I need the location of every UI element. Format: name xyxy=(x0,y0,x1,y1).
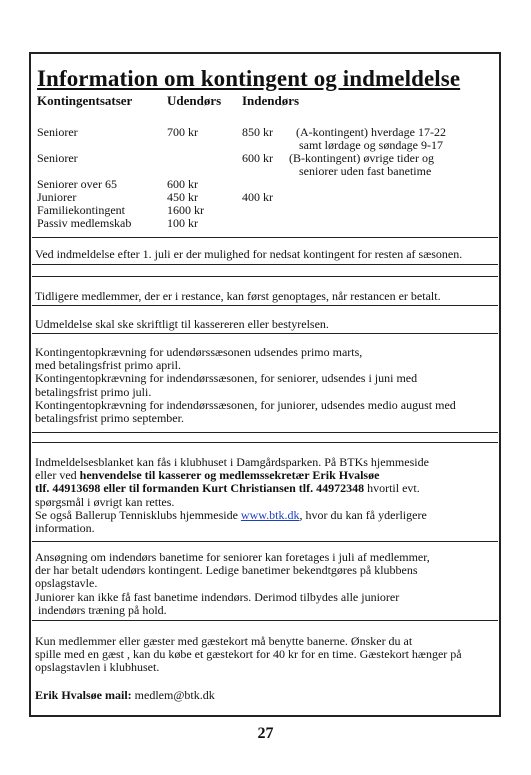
divider xyxy=(32,442,498,443)
resign-note: Udmeldelse skal ske skriftligt til kassereren eller bestyrelsen. xyxy=(35,317,329,331)
row-2-note: (B-kontingent) øvrige tider og xyxy=(289,151,434,165)
btk-website-link[interactable]: www.btk.dk xyxy=(240,507,300,522)
row-1-outdoor: 700 kr xyxy=(167,125,198,139)
divider xyxy=(32,541,498,542)
row-2-indoor: 600 kr xyxy=(242,151,273,165)
contact-label: Erik Hvalsøe mail: xyxy=(35,688,132,702)
courts-line: opslagstavle. xyxy=(35,576,98,591)
divider xyxy=(32,432,498,433)
row-1-note: (A-kontingent) hverdage 17-22 xyxy=(296,125,446,139)
header-udendors: Udendørs xyxy=(167,93,222,108)
signup-text: , hvor du kan få yderligere xyxy=(299,507,427,522)
row-5-category: Familiekontingent xyxy=(37,203,125,217)
courts-line: indendørs træning på hold. xyxy=(35,602,167,617)
courts-line: der har betalt udendørs kontingent. Ledige banetimer bekendtgøres på klubbens xyxy=(35,563,418,578)
billing-line: Kontingentopkrævning for indendørssæsonen, for juniorer, udsendes medio august med xyxy=(35,397,456,412)
guests-line: spille med en gæst , kan du købe et gæstekort for 40 kr for en time. Gæstekort hænger på xyxy=(35,647,462,662)
row-1-indoor: 850 kr xyxy=(242,125,273,139)
guests-section xyxy=(35,635,462,675)
divider xyxy=(32,264,498,265)
header-kontingentsatser: Kontingentsatser xyxy=(37,93,133,108)
row-4-indoor: 400 kr xyxy=(242,190,273,204)
signup-text: Se også Ballerup Tennisklubs hjemmeside xyxy=(35,507,241,522)
signup-contact: henvendelse til kasserer og medlemssekretær Erik Hvalsøe xyxy=(79,468,380,483)
courts-line: Ansøgning om indendørs banetime for seniorer kan foretages i juli af medlemmer, xyxy=(35,550,430,564)
billing-line: betalingsfrist primo september. xyxy=(35,411,184,426)
row-2-category: Seniorer xyxy=(37,151,78,165)
signup-line: spørgsmål i øvrigt kan rettes. xyxy=(35,494,175,509)
row-4-outdoor: 450 kr xyxy=(167,190,198,204)
page-title: Information om kontingent og indmeldelse xyxy=(37,66,461,91)
courts-section xyxy=(35,551,430,617)
signup-section xyxy=(35,456,429,535)
row-2-note2: seniorer uden fast banetime xyxy=(299,164,432,178)
guests-line: Kun medlemmer eller gæster med gæstekort må benytte banerne. Ønsker du at xyxy=(35,634,413,648)
divider xyxy=(32,333,498,334)
contact-line xyxy=(35,689,215,702)
divider xyxy=(32,276,498,277)
billing-line: Kontingentopkrævning for udendørssæsonen udsendes primo marts, xyxy=(35,345,363,359)
header-indendors: Indendørs xyxy=(242,93,300,108)
row-3-outdoor: 600 kr xyxy=(167,177,198,191)
billing-section xyxy=(35,346,456,425)
row-1-category: Seniorer xyxy=(37,125,78,139)
late-join-note: Ved indmeldelse efter 1. juli er der mulighed for nedsat kontingent for resten af sæsonen. xyxy=(35,247,463,261)
divider xyxy=(32,305,498,306)
signup-text: eller ved xyxy=(35,468,80,483)
signup-text: hvortil evt. xyxy=(364,481,420,496)
divider xyxy=(32,237,498,238)
guests-line: opslagstavlen i klubhuset. xyxy=(35,660,160,675)
row-3-category: Seniorer over 65 xyxy=(37,177,117,191)
signup-line: Indmeldelsesblanket kan fås i klubhuset i Damgårdsparken. På BTKs hjemmeside xyxy=(35,455,429,469)
signup-line: information. xyxy=(35,521,95,536)
row-6-category: Passiv medlemskab xyxy=(37,216,132,230)
row-6-outdoor: 100 kr xyxy=(167,216,198,230)
row-5-outdoor: 1600 kr xyxy=(167,203,204,217)
billing-line: betalingsfrist primo juli. xyxy=(35,384,152,399)
contact-email: medlem@btk.dk xyxy=(131,688,215,702)
signup-line xyxy=(35,482,429,495)
arrears-note: Tidligere medlemmer, der er i restance, kan først genoptages, når restancen er betalt. xyxy=(35,289,441,303)
divider xyxy=(32,620,498,621)
courts-line: Juniorer kan ikke få fast banetime indendørs. Derimod tilbydes alle juniorer xyxy=(35,589,400,604)
signup-phones: tlf. 44913698 eller til formanden Kurt Christiansen tlf. 44972348 xyxy=(35,481,365,496)
row-4-category: Juniorer xyxy=(37,190,77,204)
billing-line: med betalingsfrist primo april. xyxy=(35,358,181,373)
billing-line: Kontingentopkrævning for indendørssæsonen, for seniorer, udsendes i juni med xyxy=(35,371,418,386)
row-1-note2: samt lørdage og søndage 9-17 xyxy=(299,138,443,152)
page-number: 27 xyxy=(257,725,274,742)
